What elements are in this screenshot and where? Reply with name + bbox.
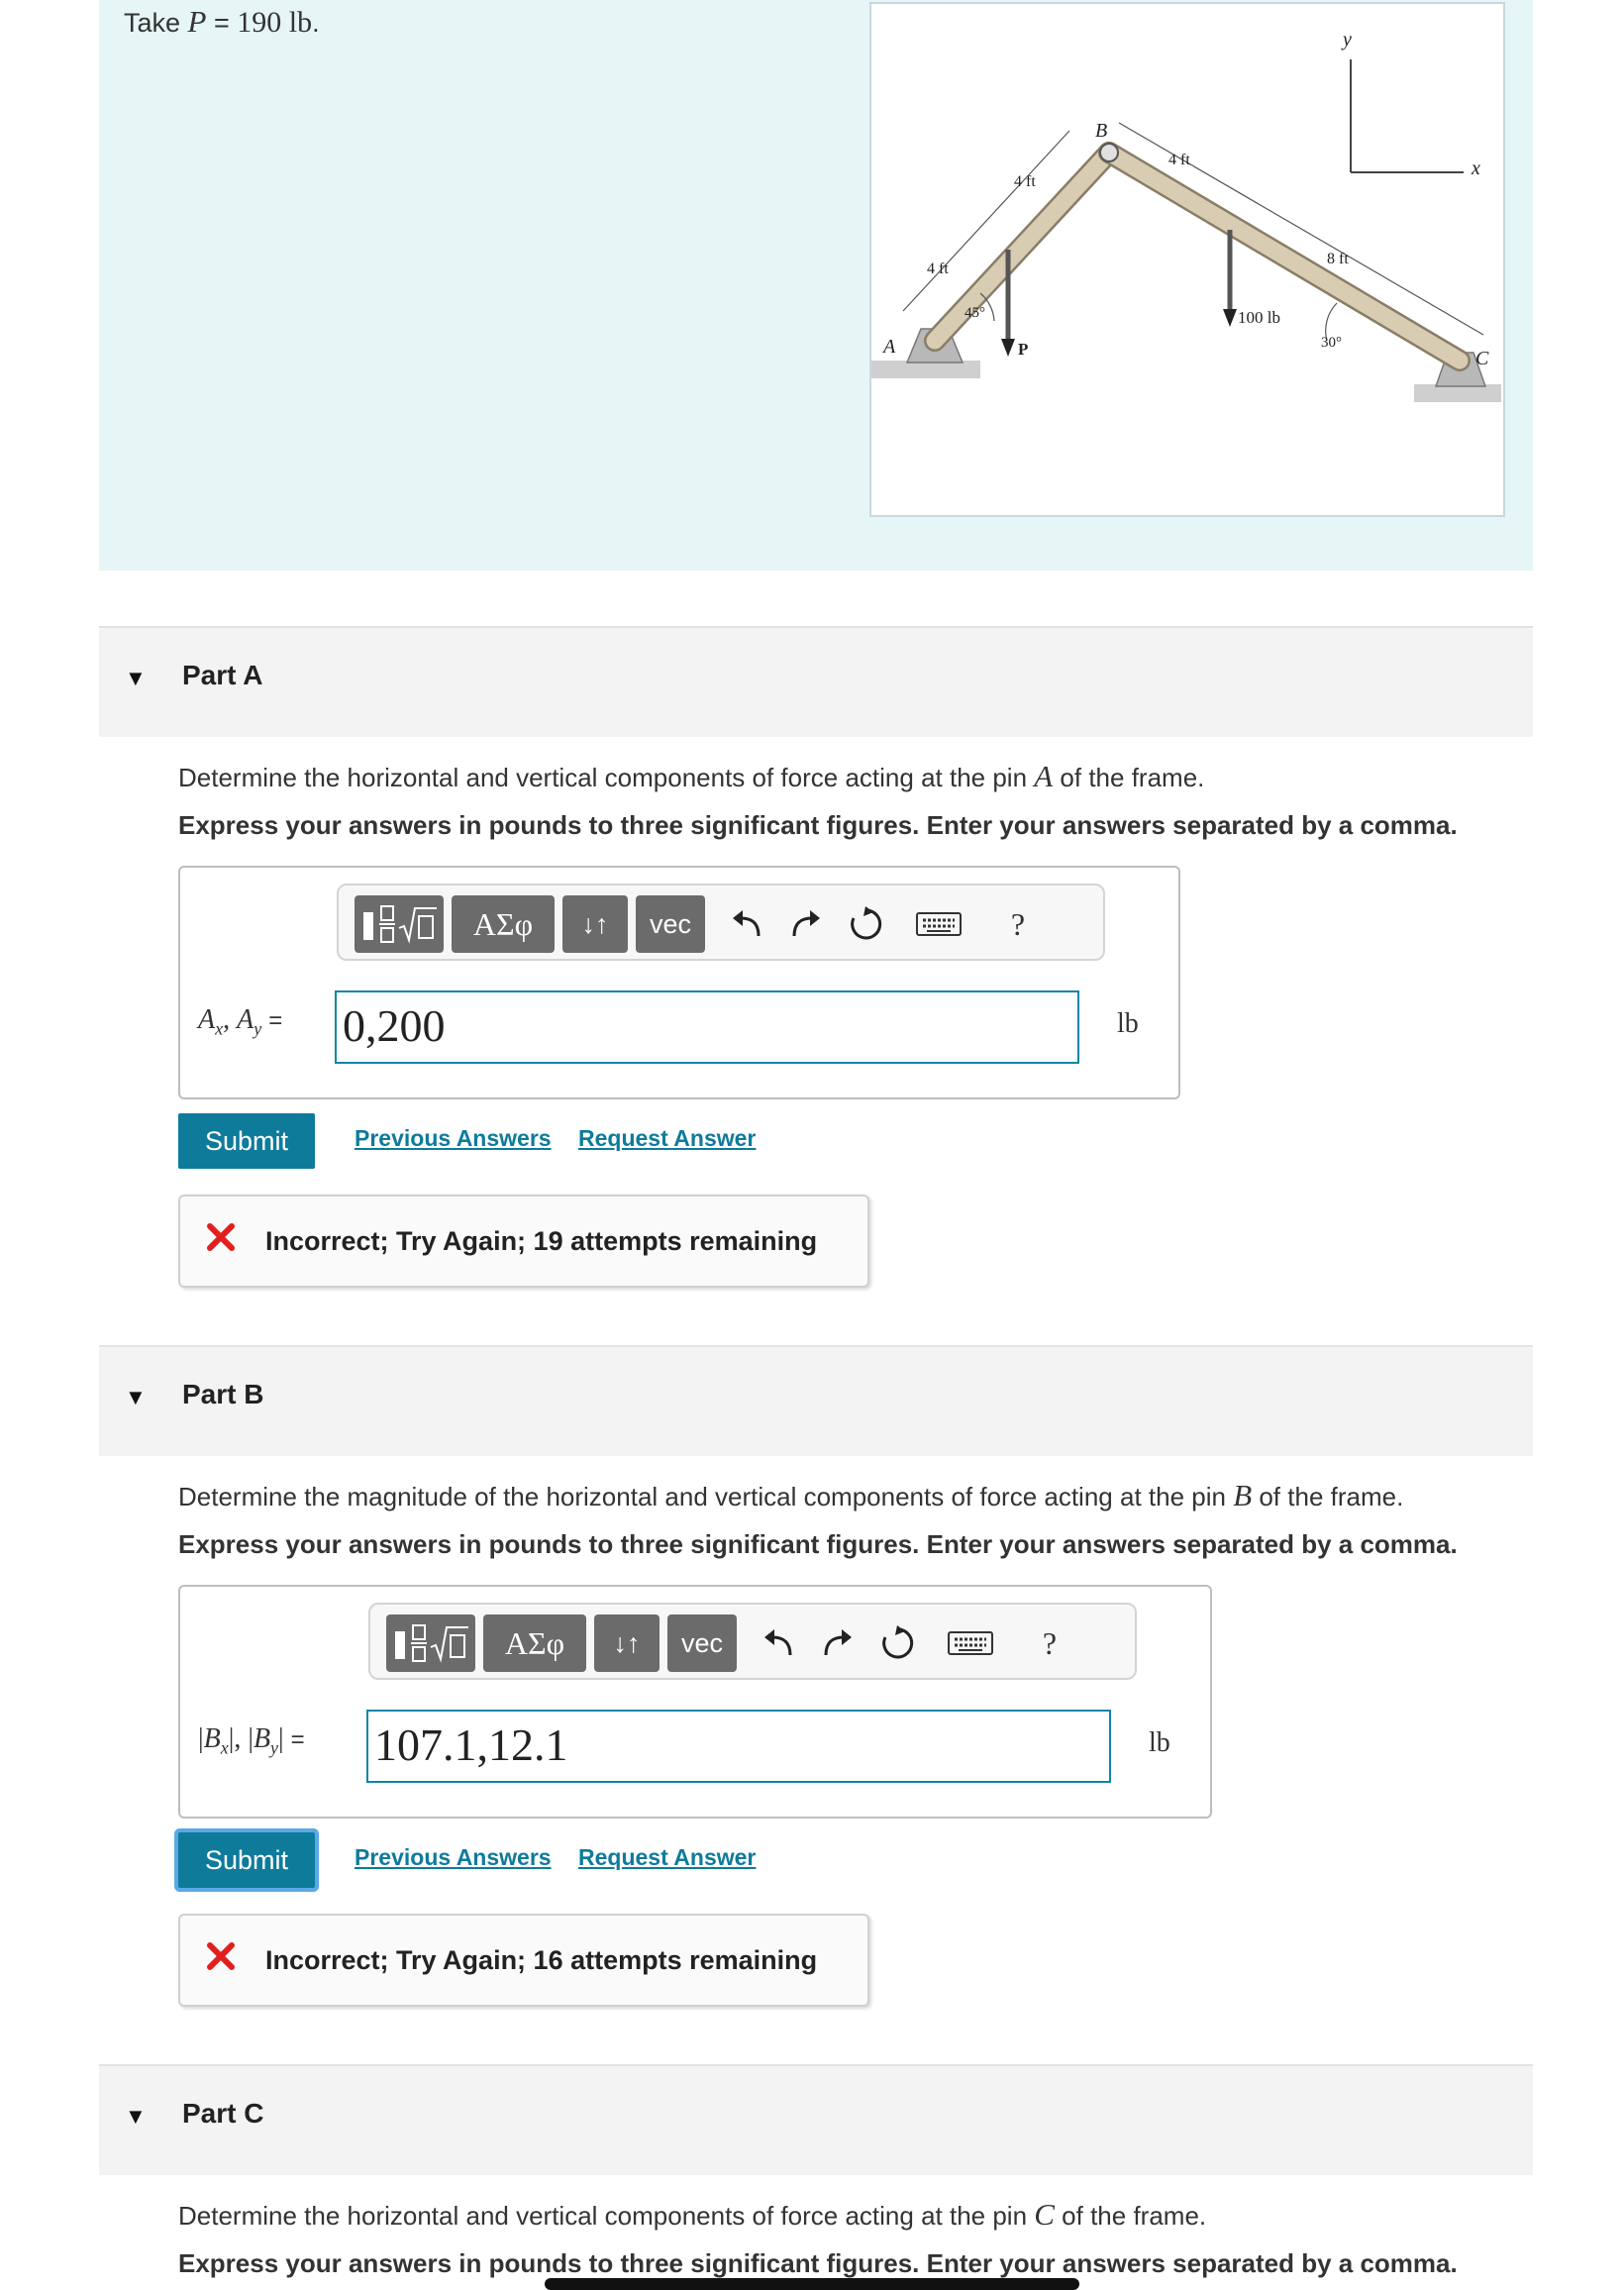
greek-symbols-button[interactable]: ΑΣφ (452, 895, 555, 953)
part-c-question: Determine the horizontal and vertical components of force acting at the pin C of the frame. (178, 2197, 1207, 2232)
part-a-answer-label: $A_x$, $A_y$ = (198, 1004, 283, 1039)
collapse-caret-icon[interactable]: ▼ (125, 666, 147, 690)
part-b-instruction: Express your answers in pounds to three significant figures. Enter your answers separated by a comma. (178, 1529, 1458, 1559)
part-b-unit: lb (1149, 1727, 1170, 1758)
collapse-caret-icon[interactable]: ▼ (125, 2104, 147, 2129)
problem-intro (99, 0, 1533, 571)
part-c-title: Part C (182, 2098, 264, 2129)
label-y: y (1343, 29, 1352, 51)
reset-icon[interactable] (844, 899, 887, 949)
member-bc (1109, 153, 1460, 361)
vector-button[interactable]: vec (636, 895, 705, 953)
incorrect-x-icon (204, 1939, 238, 1973)
label-a: A (883, 336, 896, 358)
part-b-submit-button[interactable]: Submit (178, 1832, 315, 1888)
help-icon[interactable]: ? (1042, 1624, 1058, 1661)
part-a-question: Determine the horizontal and vertical components of force acting at the pin A of the frame. (178, 759, 1205, 793)
part-a-unit: lb (1117, 1008, 1139, 1039)
templates-button[interactable] (355, 895, 444, 953)
part-b-question: Determine the magnitude of the horizontal and vertical components of force acting at the pin B of the frame. (178, 1478, 1404, 1512)
load-100-arrow (1223, 309, 1237, 327)
part-a-header[interactable] (99, 626, 1533, 737)
keyboard-icon[interactable] (941, 1618, 1000, 1668)
label-c: C (1475, 348, 1489, 369)
collapse-caret-icon[interactable]: ▼ (125, 1385, 147, 1409)
dim-4ft-b: 4 ft (1014, 173, 1036, 190)
part-b-answer-box (178, 1585, 1212, 1819)
undo-icon[interactable] (725, 899, 768, 949)
fraction-sqrt-icon (359, 902, 439, 946)
incorrect-x-icon (204, 1220, 238, 1254)
part-a-previous-answers-link[interactable]: Previous Answers (355, 1125, 552, 1151)
part-c-header[interactable] (99, 2064, 1533, 2175)
templates-button[interactable] (386, 1614, 475, 1672)
horizontal-scrollbar[interactable] (545, 2278, 1079, 2290)
label-x: x (1472, 157, 1480, 179)
angle-30-label: 30° (1321, 335, 1342, 351)
load-100-label: 100 lb (1238, 308, 1280, 327)
part-a-request-answer-link[interactable]: Request Answer (578, 1125, 757, 1151)
reset-icon[interactable] (875, 1618, 919, 1668)
part-a-answer-box (178, 866, 1180, 1099)
part-a-submit-button[interactable]: Submit (178, 1113, 315, 1169)
part-c-instruction: Express your answers in pounds to three significant figures. Enter your answers separated by a comma. (178, 2248, 1458, 2278)
frame-figure (869, 2, 1505, 517)
load-p-arrow (1001, 339, 1015, 357)
greek-symbols-button[interactable]: ΑΣφ (483, 1614, 586, 1672)
keyboard-icon[interactable] (909, 899, 968, 949)
part-b-feedback-text: Incorrect; Try Again; 16 attempts remaining (265, 1945, 818, 1975)
redo-icon[interactable] (784, 899, 828, 949)
part-b-request-answer-link[interactable]: Request Answer (578, 1844, 757, 1870)
part-b-answer-label: $|B_x|$, $|B_y|$ = (198, 1723, 305, 1758)
part-a-math-toolbar (337, 884, 1105, 961)
undo-icon[interactable] (757, 1618, 800, 1668)
subscript-superscript-button[interactable]: ↓↑ (594, 1614, 660, 1672)
label-p: P (1018, 340, 1029, 359)
subscript-superscript-button[interactable]: ↓↑ (562, 895, 628, 953)
help-icon[interactable]: ? (1010, 905, 1026, 942)
part-a-feedback-text: Incorrect; Try Again; 19 attempts remaining (265, 1226, 818, 1256)
intro-statement: Take P = 190 lb. (124, 4, 320, 39)
redo-icon[interactable] (816, 1618, 860, 1668)
label-b: B (1095, 120, 1108, 142)
dim-8ft: 8 ft (1327, 251, 1349, 267)
part-b-math-toolbar (368, 1603, 1137, 1680)
angle-45-label: 45° (964, 305, 985, 321)
part-b-header[interactable] (99, 1345, 1533, 1456)
part-a-title: Part A (182, 660, 263, 690)
part-b-feedback (178, 1914, 869, 2007)
part-b-previous-answers-link[interactable]: Previous Answers (355, 1844, 552, 1870)
part-a-feedback (178, 1195, 869, 1288)
dim-4ft-a: 4 ft (927, 260, 949, 277)
part-a-answer-input[interactable]: 0,200 (335, 990, 1079, 1064)
part-b-title: Part B (182, 1379, 264, 1409)
dim-4ft-c: 4 ft (1168, 152, 1190, 168)
pin-b (1100, 144, 1118, 161)
vector-button[interactable]: vec (667, 1614, 737, 1672)
part-b-answer-input[interactable]: 107.1,12.1 (366, 1710, 1111, 1783)
frame-diagram (871, 4, 1503, 515)
fraction-sqrt-icon (391, 1621, 470, 1665)
part-a-instruction: Express your answers in pounds to three significant figures. Enter your answers separated by a comma. (178, 810, 1458, 840)
